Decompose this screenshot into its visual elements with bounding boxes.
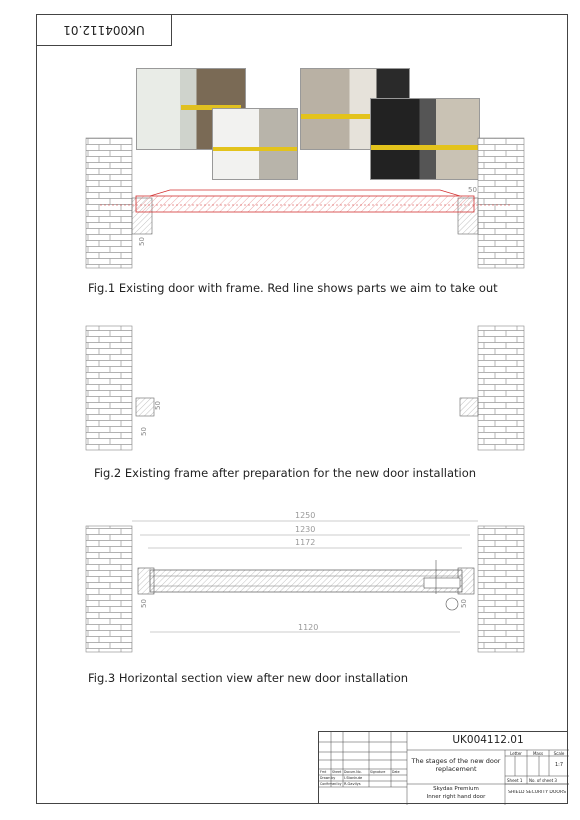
tb-fmt: Fmt xyxy=(320,770,327,774)
fig2-wall-left xyxy=(86,326,132,450)
fig3-drawing xyxy=(86,511,524,652)
tb-drawn-by-label: Drawn by xyxy=(320,776,336,780)
tb-signature-col: Signature xyxy=(370,770,386,774)
tb-drawing-code: UK004112.01 xyxy=(452,734,524,746)
fig1-dim-right: 50 xyxy=(468,186,477,194)
tb-sheet-col: Sheet xyxy=(332,770,342,774)
tb-sheet: Sheet 1 xyxy=(507,778,523,783)
fig3-dim-left: 50 xyxy=(140,599,148,608)
tb-product-sub: Inner right hand door xyxy=(426,794,486,800)
tb-drawn-by: I.Stankute xyxy=(344,776,363,780)
fig1-drawing xyxy=(86,138,524,268)
fig3-dim-1172: 1172 xyxy=(295,538,316,547)
fig1-wall-right xyxy=(478,138,524,268)
fig1-door-red-outline xyxy=(136,196,474,212)
fig1-dim-left: 50 xyxy=(138,237,146,246)
tb-mass-header: Mass xyxy=(532,751,544,756)
tb-title: The stages of the new door replacement xyxy=(411,757,501,773)
fig2-wall-right xyxy=(478,326,524,450)
tb-company: SHIELD SECURITY DOORS xyxy=(508,790,566,795)
fig3-dim-right: 50 xyxy=(460,599,468,608)
fig2-caption: Fig.2 Existing frame after preparation for the new door installation xyxy=(94,466,477,480)
tb-product: Skydas Premium xyxy=(433,786,479,792)
fig3-dim-1120: 1120 xyxy=(298,623,319,632)
tb-no-of-sheets: No. of sheet 3 xyxy=(529,778,557,783)
fig3-dim-1230: 1230 xyxy=(295,525,316,534)
fig2-dim-right: 50 xyxy=(154,401,162,410)
drawing-code-stamp: UK004112.01 xyxy=(36,14,172,46)
tb-date-col: Date xyxy=(392,770,400,774)
tb-confirmed-by-label: Confirmed by xyxy=(320,782,342,786)
fig3-handle xyxy=(446,598,458,610)
fig2-dim-left: 50 xyxy=(140,427,148,436)
tb-scale-header: Scale xyxy=(553,751,565,756)
title-block xyxy=(318,731,568,804)
fig3-wall-left xyxy=(86,526,132,652)
fig3-dim-1250: 1250 xyxy=(295,511,316,520)
fig2-drawing xyxy=(86,326,524,450)
fig3-lock xyxy=(424,578,460,588)
tb-confirmed-by: R.Gavilys xyxy=(344,782,361,786)
fig3-caption: Fig.3 Horizontal section view after new door installation xyxy=(88,671,409,685)
fig3-door-leaf xyxy=(150,570,462,592)
tb-scale-value: 1:7 xyxy=(554,762,564,768)
fig1-wall-left xyxy=(86,138,132,268)
tb-docno-col: Docum.No. xyxy=(344,770,362,774)
tb-letter-header: Letter xyxy=(510,751,522,756)
fig1-caption: Fig.1 Existing door with frame. Red line shows parts we aim to take out xyxy=(88,281,498,295)
fig3-wall-right xyxy=(478,526,524,652)
